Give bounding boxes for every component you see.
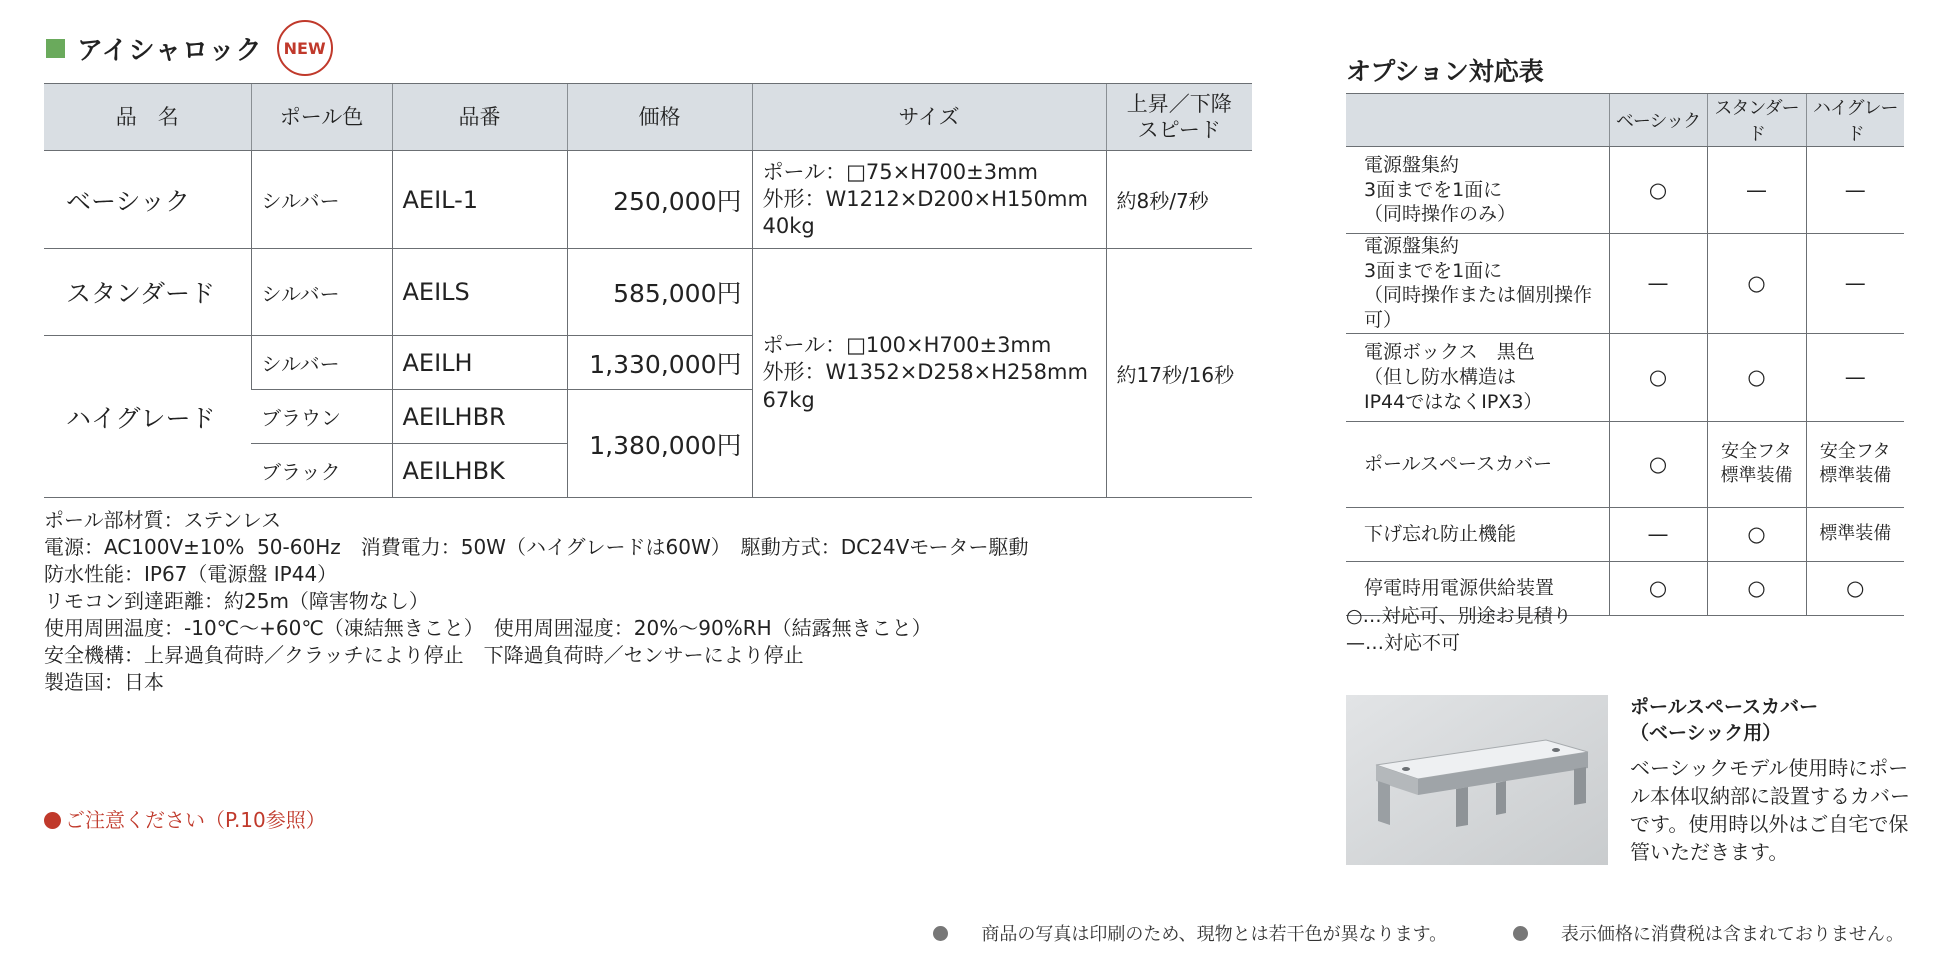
option-high: — <box>1806 333 1904 421</box>
option-row <box>1346 333 1904 421</box>
product-title: アイシャロック <box>77 35 263 66</box>
gray-dot-icon <box>933 926 948 941</box>
cell-color: ブラウン <box>251 390 392 444</box>
option-label: 下げ忘れ防止機能 <box>1346 507 1609 561</box>
red-dot-icon <box>44 812 61 829</box>
cell-speed-shared: 約17秒/16秒 <box>1106 249 1252 498</box>
table-row <box>44 151 1252 249</box>
cell-name: スタンダード <box>44 249 251 336</box>
cell-price: 250,000円 <box>567 151 752 249</box>
option-basic: ○ <box>1609 147 1707 234</box>
option-standard: 安全フタ 標準装備 <box>1707 421 1806 507</box>
spec-line: 電源：AC100V±10% 50-60Hz 消費電力：50W（ハイグレードは60W） 駆動方式：DC24Vモーター駆動 <box>44 535 1029 559</box>
cell-price: 585,000円 <box>567 249 752 336</box>
caution-note <box>44 804 326 833</box>
gray-dot-icon <box>1513 926 1528 941</box>
pole-space-cover-photo <box>1346 695 1608 865</box>
legend-available: ○…対応可、別途お見積り <box>1346 605 1572 627</box>
option-high: 標準装備 <box>1806 507 1904 561</box>
cell-price: 1,330,000円 <box>567 336 752 390</box>
header-name: 品 名 <box>44 84 251 151</box>
option-basic: ○ <box>1609 561 1707 615</box>
product-table-header <box>44 84 1252 151</box>
new-badge: NEW <box>277 20 333 76</box>
option-basic: — <box>1609 507 1707 561</box>
option-basic: ○ <box>1609 333 1707 421</box>
option-high: 安全フタ 標準装備 <box>1806 421 1904 507</box>
option-standard: ○ <box>1707 561 1806 615</box>
option-row <box>1346 234 1904 334</box>
footer-note-2: 表示価格に消費税は含まれておりません。 <box>1560 924 1904 945</box>
header-color: ポール色 <box>251 84 392 151</box>
header-code: 品番 <box>392 84 567 151</box>
cover-description: ベーシックモデル使用時にポール本体収納部に設置するカバーです。使用時以外はご自宅で保管いただきます。 <box>1630 756 1910 864</box>
option-standard: ○ <box>1707 234 1806 334</box>
option-basic: — <box>1609 234 1707 334</box>
options-title: オプション対応表 <box>1346 57 1544 86</box>
footer-note-tax <box>1483 924 1904 945</box>
spec-line: 製造国：日本 <box>44 670 164 694</box>
header-blank <box>1346 94 1609 147</box>
option-label: 電源盤集約 3面までを1面に （同時操作または個別操作可） <box>1346 234 1609 334</box>
option-standard: ○ <box>1707 333 1806 421</box>
option-high: — <box>1806 147 1904 234</box>
spec-line: 使用周囲温度：-10℃～+60℃（凍結無きこと） 使用周囲湿度：20%～90%RH（結露無きこと） <box>44 616 932 640</box>
option-label: ポールスペースカバー <box>1346 421 1609 507</box>
header-speed: 上昇／下降 スピード <box>1106 84 1252 151</box>
cell-name: ベーシック <box>44 151 251 249</box>
options-header <box>1346 94 1904 147</box>
green-square-icon <box>46 39 65 58</box>
option-high: ○ <box>1806 561 1904 615</box>
footer-note-1: 商品の写真は印刷のため、現物とは若干色が異なります。 <box>981 924 1448 945</box>
footer-note-photo <box>903 924 1447 945</box>
caution-text: ご注意ください（P.10参照） <box>65 808 326 832</box>
footer-notes <box>873 920 1904 946</box>
option-high: — <box>1806 234 1904 334</box>
option-row <box>1346 507 1904 561</box>
legend-unavailable: —…対応不可 <box>1346 632 1461 654</box>
header-standard: スタンダード <box>1707 94 1806 147</box>
table-row <box>44 249 1252 336</box>
option-basic: ○ <box>1609 421 1707 507</box>
header-high: ハイグレード <box>1806 94 1904 147</box>
header-basic: ベーシック <box>1609 94 1707 147</box>
product-table <box>44 83 1252 498</box>
option-row <box>1346 147 1904 234</box>
spec-line: 安全機構：上昇過負荷時／クラッチにより停止 下降過負荷時／センサーにより停止 <box>44 643 804 667</box>
section-title <box>46 16 333 80</box>
cell-code: AEIL-1 <box>392 151 567 249</box>
header-size: サイズ <box>752 84 1106 151</box>
cell-color: シルバー <box>251 336 392 390</box>
spec-line: 防水性能：IP67（電源盤 IP44） <box>44 562 338 586</box>
options-table <box>1346 93 1904 616</box>
cell-code: AEILHBR <box>392 390 567 444</box>
cell-code: AEILH <box>392 336 567 390</box>
cell-size-shared: ポール：□100×H700±3mm 外形：W1352×D258×H258mm 67kg <box>752 249 1106 498</box>
cell-size: ポール：□75×H700±3mm 外形：W1212×D200×H150mm 40kg <box>752 151 1106 249</box>
pole-cover-image <box>1346 695 1608 865</box>
header-price: 価格 <box>567 84 752 151</box>
option-standard: ○ <box>1707 507 1806 561</box>
cover-title: ポールスペースカバー （ベーシック用） <box>1630 696 1819 744</box>
cell-price-shared: 1,380,000円 <box>567 390 752 498</box>
option-label: 停電時用電源供給装置 <box>1346 561 1609 615</box>
option-label: 電源ボックス 黒色 （但し防水構造は IP44ではなくIPX3） <box>1346 333 1609 421</box>
cell-speed: 約8秒/7秒 <box>1106 151 1252 249</box>
options-legend <box>1346 603 1572 657</box>
option-label: 電源盤集約 3面までを1面に （同時操作のみ） <box>1346 147 1609 234</box>
cell-color: シルバー <box>251 151 392 249</box>
cell-color: シルバー <box>251 249 392 336</box>
cell-color: ブラック <box>251 444 392 498</box>
option-standard: — <box>1707 147 1806 234</box>
spec-line: リモコン到達距離：約25m（障害物なし） <box>44 589 429 613</box>
cell-code: AEILHBK <box>392 444 567 498</box>
cell-name: ハイグレード <box>44 336 251 498</box>
spec-line: ポール部材質：ステンレス <box>44 508 282 532</box>
cell-code: AEILS <box>392 249 567 336</box>
spec-list <box>44 507 1028 696</box>
option-row <box>1346 421 1904 507</box>
